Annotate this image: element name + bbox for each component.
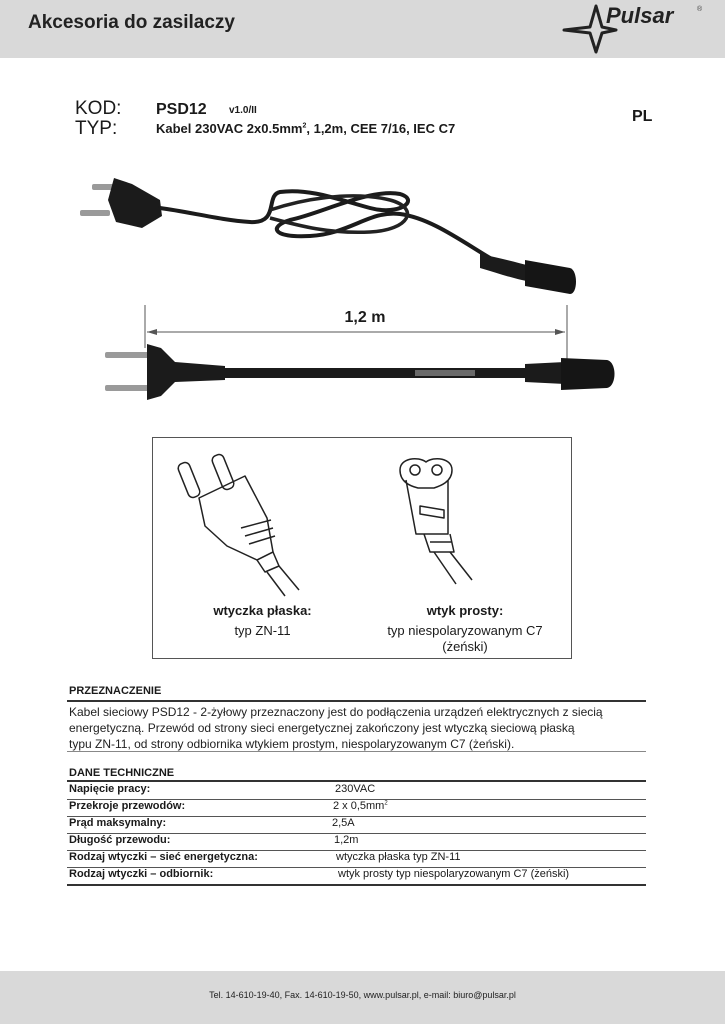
plug-pin-lower: [105, 385, 149, 391]
dimension-arrow-left: [147, 329, 157, 335]
plug-pin-left: [177, 461, 202, 499]
socket-cord: [434, 552, 472, 584]
spec-label: Przekroje przewodów:: [69, 800, 186, 812]
spec-label: Prąd maksymalny:: [69, 817, 167, 829]
purpose-rule-top: [67, 700, 646, 702]
purpose-rule-bottom: [67, 751, 646, 752]
cable-coil: [160, 191, 490, 258]
socket-type-line1: typ niespolaryzowanym C7: [387, 623, 543, 638]
plug-cord: [267, 566, 299, 596]
connector-body: [561, 358, 615, 390]
typ-label: TYP:: [75, 118, 118, 139]
cable: [223, 368, 533, 378]
product-type-main: Kabel 230VAC 2x0.5mm: [156, 121, 303, 136]
spec-label: Rodzaj wtyczki – odbiornik:: [69, 868, 214, 880]
plug-pin-lower: [80, 210, 110, 216]
connector-body: [525, 260, 576, 294]
logo-registered-mark: ®: [697, 6, 703, 13]
socket-type-line2: (żeński): [442, 639, 488, 654]
spec-row: [67, 850, 646, 868]
plug-title: wtyczka płaska:: [213, 603, 312, 618]
c7-socket-drawing-icon: [390, 452, 490, 592]
socket-hole-right: [432, 465, 442, 475]
plug-body: [108, 178, 162, 228]
spec-row: [67, 816, 646, 834]
plug-type: typ ZN-11: [234, 623, 291, 638]
plug-housing: [199, 476, 273, 560]
spec-value-sup: 2: [384, 800, 388, 807]
plug-pin-right: [211, 453, 236, 491]
length-label: 1,2 m: [344, 309, 386, 326]
plug-pin-upper: [105, 352, 149, 358]
spec-row: [67, 782, 646, 800]
specs-title: DANE TECHNICZNE: [69, 767, 175, 779]
kod-label: KOD:: [75, 98, 122, 119]
spec-value: 2,5A: [332, 817, 355, 829]
spec-row: [67, 867, 646, 886]
socket-hole-left: [410, 465, 420, 475]
language-code: PL: [632, 108, 653, 125]
product-type-sup: 2: [302, 122, 307, 130]
spec-value: 2 x 0,5mm: [333, 800, 385, 812]
spec-value: wtyczka płaska typ ZN-11: [336, 851, 461, 863]
product-code: PSD12: [156, 101, 207, 118]
connector-strain-relief: [525, 362, 565, 384]
product-version: v1.0/II: [229, 105, 257, 116]
plug-body: [147, 344, 225, 400]
dimension-arrow-right: [555, 329, 565, 335]
spec-value: 230VAC: [335, 783, 376, 795]
purpose-text: [69, 704, 644, 752]
purpose-line-3: typu ZN-11, od strony odbiornika wtykiem prostym, niespolaryzowanym C7 (żeński).: [69, 737, 515, 751]
spec-value: 1,2m: [334, 834, 359, 846]
socket-face: [400, 459, 452, 488]
spec-value: wtyk prosty typ niespolaryzowanym C7 (żeński): [338, 868, 570, 880]
coiled-cable-photo: [70, 170, 590, 300]
logo-text: Pulsar: [606, 3, 674, 28]
spec-label: Napięcie pracy:: [69, 783, 151, 795]
socket-strain-relief: [424, 534, 454, 552]
purpose-line-2: energetyczną. Przewód od strony sieci energetycznej zakończony jest wtyczką sieciową płaską: [69, 721, 575, 735]
purpose-line-1: Kabel sieciowy PSD12 - 2-żyłowy przeznaczony jest do podłączenia urządzeń elektrycznych z siecią: [69, 705, 603, 719]
spec-row: [67, 833, 646, 851]
connector-strain-relief: [480, 254, 532, 282]
product-type: [156, 121, 455, 136]
cable-highlight: [415, 370, 475, 376]
header-title: Akcesoria do zasilaczy: [28, 12, 235, 33]
plug-collar: [257, 552, 279, 572]
spec-label: Rodzaj wtyczki – sieć energetyczna:: [69, 851, 258, 863]
spec-label: Długość przewodu:: [69, 834, 171, 846]
footer-contact: Tel. 14-610-19-40, Fax. 14-610-19-50, www.pulsar.pl, e-mail: biuro@pulsar.pl: [209, 990, 516, 1000]
socket-title: wtyk prosty:: [426, 603, 504, 618]
purpose-title: PRZEZNACZENIE: [69, 685, 162, 697]
product-type-rest: , 1,2m, CEE 7/16, IEC C7: [306, 121, 456, 136]
socket-recess: [420, 506, 444, 518]
flat-plug-drawing-icon: [175, 448, 305, 598]
spec-row: [67, 799, 646, 817]
spec-value-wrap: [333, 800, 388, 812]
